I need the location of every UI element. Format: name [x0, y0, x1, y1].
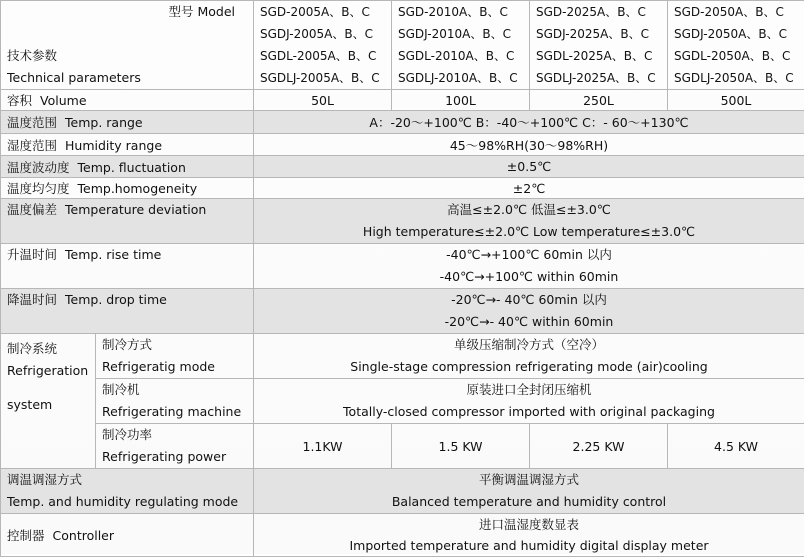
value-line-en: Single-stage compression refrigerating mode (air)cooling [260, 356, 798, 378]
label-en: Refrigerating machine [102, 401, 247, 423]
refrigeration-mode-label [96, 334, 254, 379]
humidity-range-label [1, 134, 254, 156]
label-en: Temp. fluctuation [78, 160, 186, 175]
label-cn: 制冷方式 [102, 334, 247, 356]
volume-row [1, 90, 804, 111]
model-name: SGD-2005A、B、C [260, 1, 385, 23]
temp-range-row [1, 111, 804, 134]
model-name: SGD-2010A、B、C [398, 1, 523, 23]
label-cn: 制冷系统 [7, 338, 89, 360]
model-name: SGDJ-2050A、B、C [674, 23, 798, 45]
label-en: Temp. range [65, 115, 143, 130]
humidity-range-value: 45～98%RH(30～98%RH) [254, 134, 804, 156]
refrigeration-group-label [1, 334, 96, 469]
value-line-en: -40℃→+100℃ within 60min [260, 266, 798, 288]
value-line-cn: 高温≤±2.0℃ 低温≤±3.0℃ [260, 199, 798, 221]
value-line-en: Totally-closed compressor imported with original packaging [260, 401, 798, 423]
temp-fluctuation-label [1, 156, 254, 178]
volume-value: 100L [392, 90, 530, 111]
temp-range-value: A：-20～+100℃ B：-40～+100℃ C：- 60～+130℃ [254, 111, 804, 134]
value-line-en: -20℃→- 40℃ within 60min [260, 311, 798, 333]
value-line-cn: -20℃→- 40℃ 60min 以内 [260, 289, 798, 311]
model-name: SGD-2025A、B、C [536, 1, 661, 23]
label-cn: 温度偏差 [7, 202, 57, 217]
label-en: Temperature deviation [65, 202, 206, 217]
value-line-en: Balanced temperature and humidity control [260, 491, 798, 513]
model-name: SGDJ-2025A、B、C [536, 23, 661, 45]
model-name: SGDJ-2010A、B、C [398, 23, 523, 45]
controller-label [1, 514, 254, 557]
model-name: SGDL-2005A、B、C [260, 45, 385, 67]
refrigeration-power-label [96, 424, 254, 469]
label-cn: 温度均匀度 [7, 181, 70, 196]
label-en: system [7, 394, 89, 416]
temp-fluctuation-value: ±0.5℃ [254, 156, 804, 178]
label-en: Controller [53, 528, 115, 543]
model-column-2 [392, 1, 530, 90]
power-value: 2.25 KW [530, 424, 668, 469]
value-line-en: Imported temperature and humidity digital display meter [260, 535, 798, 556]
controller-row [1, 514, 804, 557]
label-cn: 控制器 [7, 528, 45, 543]
label-cn: 制冷机 [102, 379, 247, 401]
model-column-3 [530, 1, 668, 90]
refrigeration-machine-value [254, 379, 804, 424]
label-cn: 调温调湿方式 [7, 469, 247, 491]
value-line-cn: 单级压缩制冷方式（空冷） [260, 334, 798, 356]
model-name: SGD-2050A、B、C [674, 1, 798, 23]
params-label-cn: 技术参数 [7, 45, 247, 67]
power-value: 4.5 KW [668, 424, 804, 469]
model-name: SGDL-2025A、B、C [536, 45, 661, 67]
label-en: Humidity range [65, 138, 162, 153]
label-en: Temp. and humidity regulating mode [7, 491, 247, 513]
refrigeration-mode-row [1, 334, 804, 379]
label-cn: 制冷功率 [102, 424, 247, 446]
model-name: SGDL-2050A、B、C [674, 45, 798, 67]
model-name: SGDLJ-2050A、B、C [674, 67, 798, 89]
regulating-mode-label [1, 469, 254, 514]
temp-homogeneity-value: ±2℃ [254, 178, 804, 199]
temp-deviation-row [1, 199, 804, 244]
drop-time-row [1, 289, 804, 334]
temp-fluctuation-row [1, 156, 804, 178]
temp-deviation-label [1, 199, 254, 244]
model-name: SGDJ-2005A、B、C [260, 23, 385, 45]
volume-value: 50L [254, 90, 392, 111]
label-cn: 降温时间 [7, 292, 57, 307]
temp-homogeneity-row [1, 178, 804, 199]
temp-deviation-value [254, 199, 804, 244]
value-line-cn: -40℃→+100℃ 60min 以内 [260, 244, 798, 266]
temp-homogeneity-label [1, 178, 254, 199]
refrigeration-machine-label [96, 379, 254, 424]
power-value: 1.1KW [254, 424, 392, 469]
temp-range-label [1, 111, 254, 134]
regulating-mode-row [1, 469, 804, 514]
header-row [1, 1, 804, 90]
model-name: SGDLJ-2005A、B、C [260, 67, 385, 89]
model-column-4 [668, 1, 804, 90]
model-name: SGDL-2010A、B、C [398, 45, 523, 67]
label-en: Volume [40, 93, 87, 108]
label-en: Refrigeration [7, 360, 89, 382]
volume-label [1, 90, 254, 111]
rise-time-label [1, 244, 254, 289]
volume-value: 250L [530, 90, 668, 111]
params-label-en: Technical parameters [7, 67, 247, 89]
value-line-cn: 进口温湿度数显表 [260, 514, 798, 535]
model-column-1 [254, 1, 392, 90]
refrigeration-mode-value [254, 334, 804, 379]
label-en: Refrigerating power [102, 446, 247, 468]
value-line-en: High temperature≤±2.0℃ Low temperature≤±3.0℃ [260, 221, 798, 243]
model-label: 型号 Model [7, 1, 247, 23]
header-label-cell [1, 1, 254, 90]
label-en: Temp. drop time [65, 292, 167, 307]
model-name: SGDLJ-2025A、B、C [536, 67, 661, 89]
regulating-mode-value [254, 469, 804, 514]
drop-time-label [1, 289, 254, 334]
label-cn: 湿度范围 [7, 138, 57, 153]
humidity-range-row [1, 134, 804, 156]
drop-time-value [254, 289, 804, 334]
value-line-cn: 原装进口全封闭压缩机 [260, 379, 798, 401]
rise-time-value [254, 244, 804, 289]
rise-time-row [1, 244, 804, 289]
label-cn: 温度范围 [7, 115, 57, 130]
power-value: 1.5 KW [392, 424, 530, 469]
label-en: Temp. rise time [65, 247, 161, 262]
refrigeration-machine-row [1, 379, 804, 424]
refrigeration-power-row [1, 424, 804, 469]
volume-value: 500L [668, 90, 804, 111]
label-cn: 升温时间 [7, 247, 57, 262]
controller-value [254, 514, 804, 557]
label-cn: 容积 [7, 93, 32, 108]
model-name: SGDLJ-2010A、B、C [398, 67, 523, 89]
label-cn: 温度波动度 [7, 160, 70, 175]
label-en: Temp.homogeneity [78, 181, 198, 196]
value-line-cn: 平衡调温调湿方式 [260, 469, 798, 491]
label-en: Refrigeratig mode [102, 356, 247, 378]
